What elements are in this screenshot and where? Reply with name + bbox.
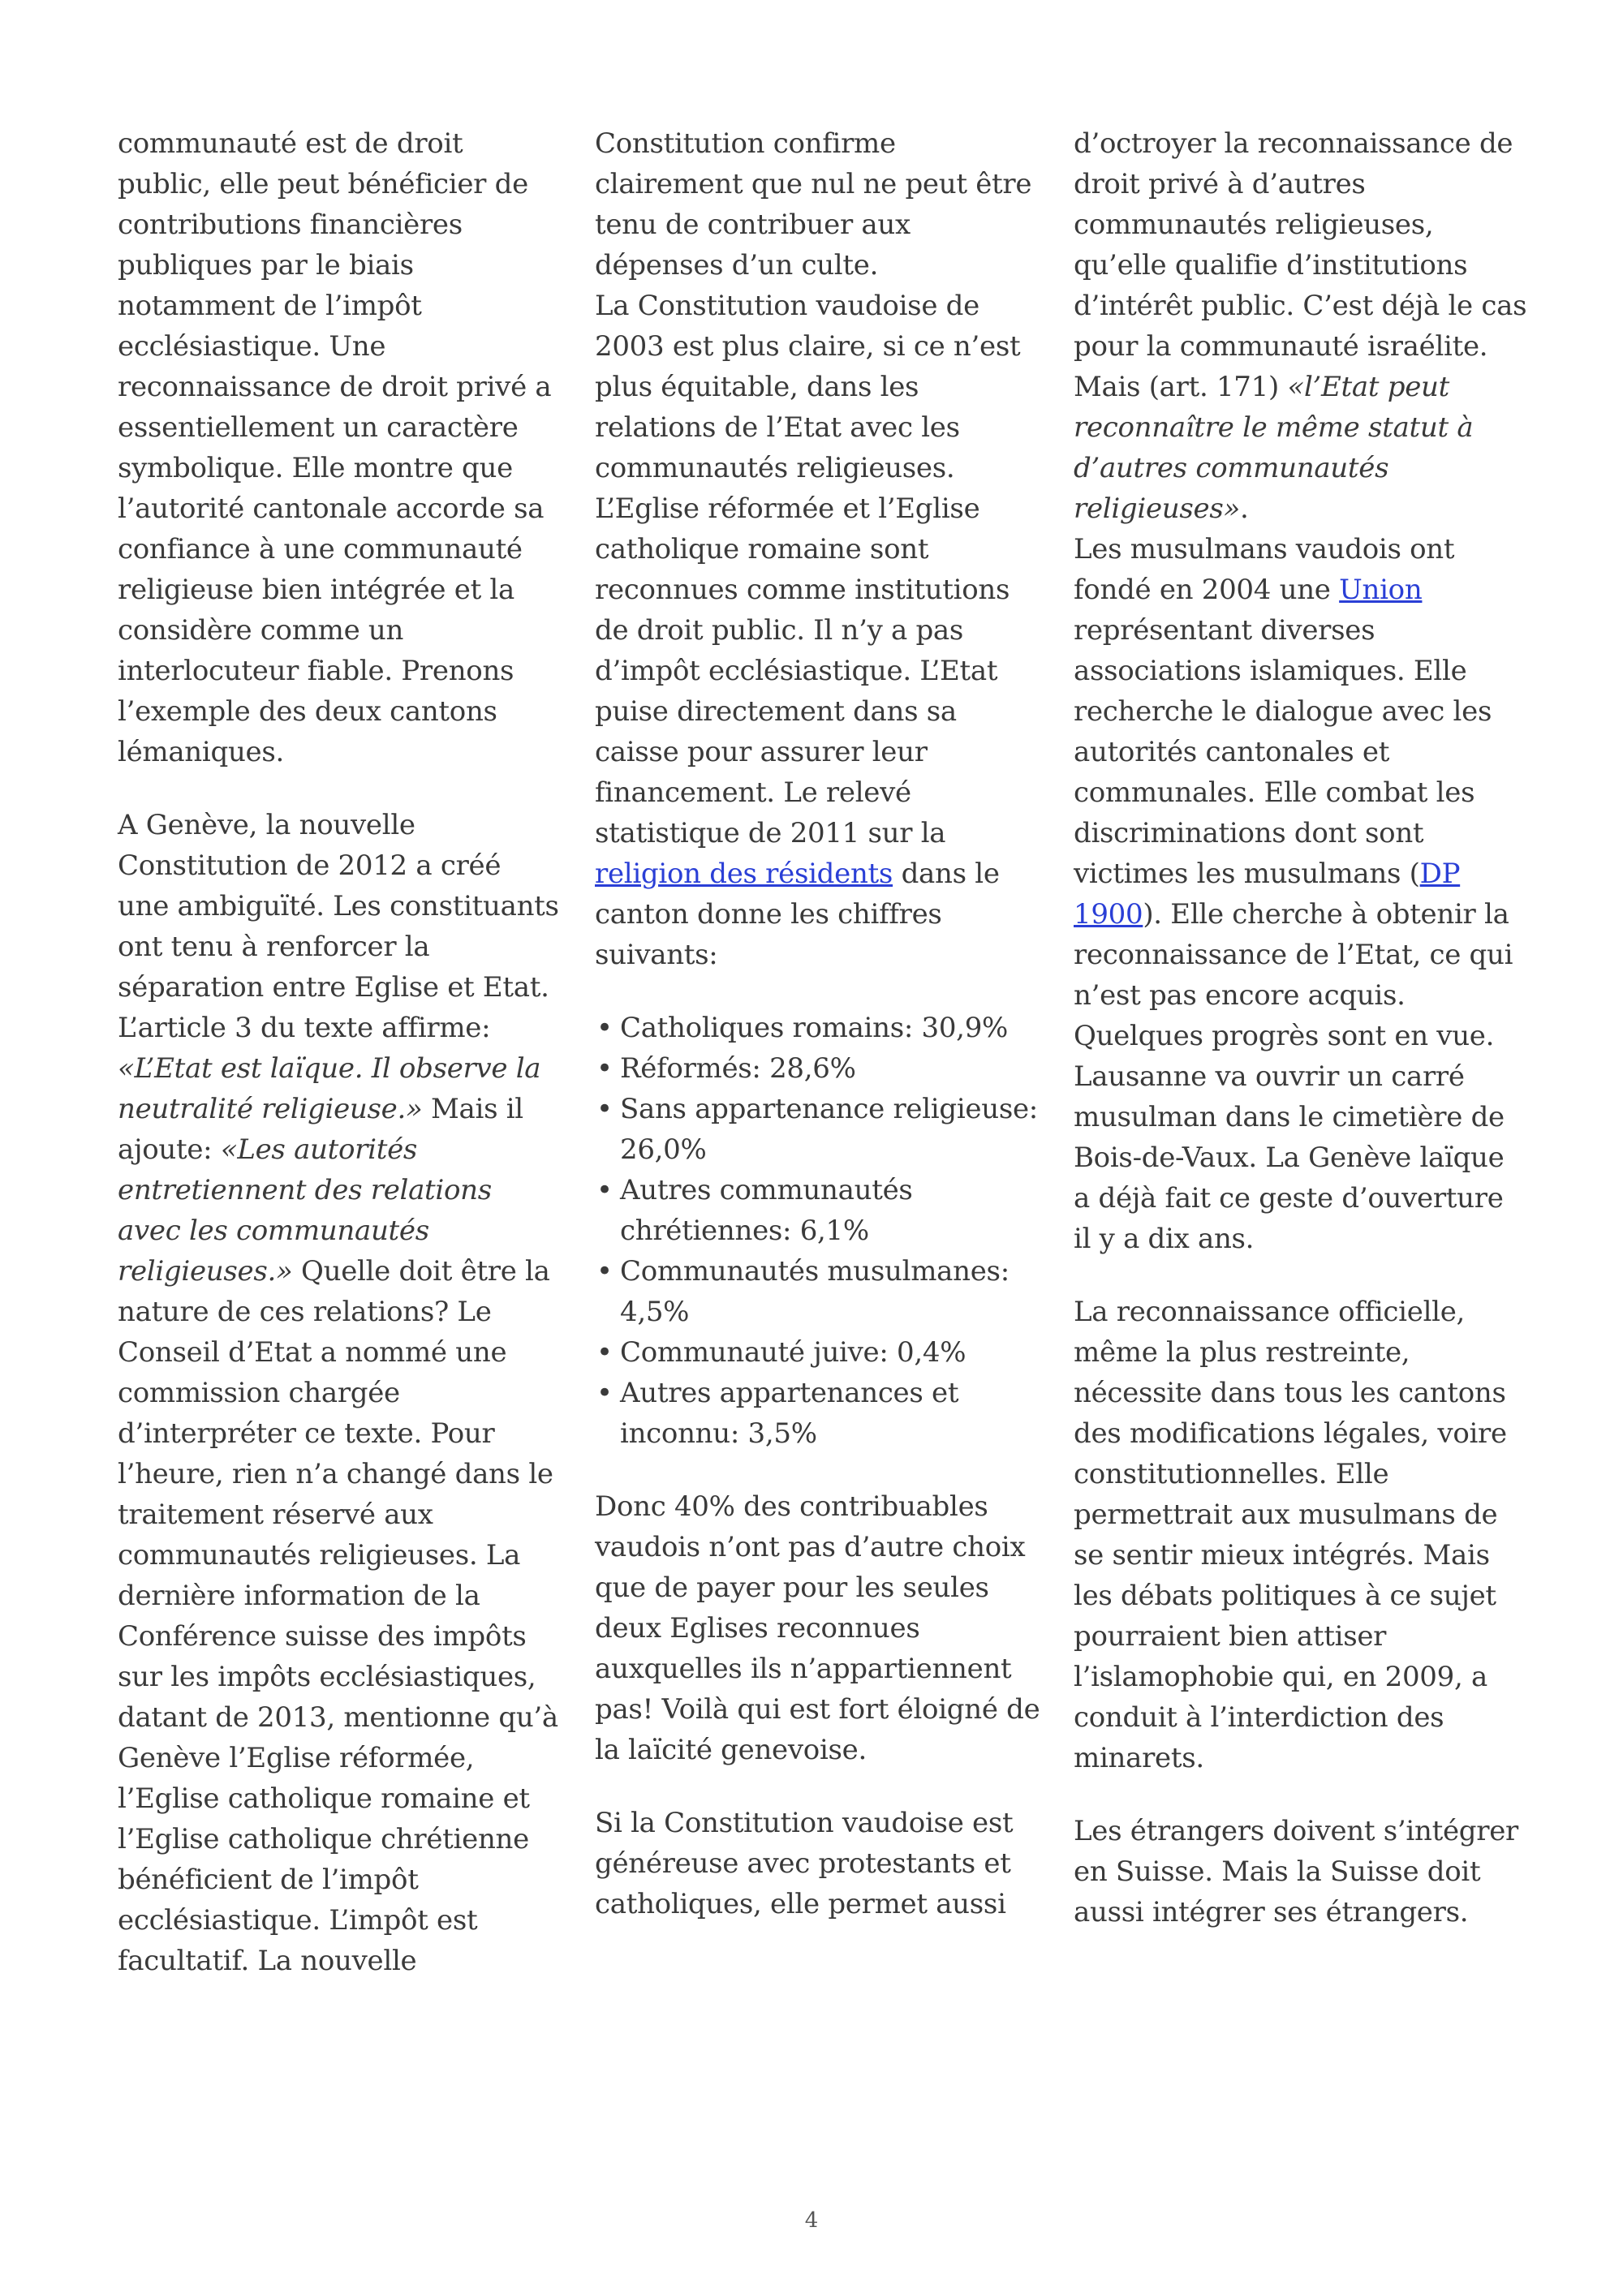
list-item-text: Sans appartenance religieuse: 26,0% — [620, 1093, 1038, 1166]
paragraph-contribuables: Donc 40% des contribuables vaudois n’ont pas d’autre choix que de payer pour les seules deux Eglises reconnues auxquelles ils n’appartiennent pas! Voilà qui est fort éloigné de la laïcité genevoise. — [595, 1490, 1040, 1766]
paragraph-reconnaissance: communauté est de droit public, elle peut bénéficier de contributions financières publiques par le biais notamment de l’impôt ecclésiastique. Une reconnaissance de droit privé a essentiellement un caractère symbolique. Elle montre que l’autorité cantonale accorde sa confiance à une communauté religieuse bien intégrée et la considère comme un interlocuteur fiable. Prenons l’exemple des deux cantons lémaniques. — [118, 127, 552, 768]
list-item — [595, 1008, 1045, 1048]
paragraph-musulmans-text-end: ). Elle cherche à obtenir la reconnaissance de l’Etat, ce qui n’est pas encore acquis. Quelques progrès sont en vue. Lausanne va ouvrir un carré musulman dans le cimetière de Bois-de-Vaux. La Genève laïque a déjà fait ce geste d’ouverture il y a dix ans. — [1074, 898, 1513, 1255]
list-item-text: Communautés musulmanes: 4,5% — [620, 1255, 1010, 1328]
dp-1900-link[interactable]: DP 1900 — [1074, 858, 1461, 931]
religion-des-residents-link[interactable]: religion des résidents — [595, 858, 893, 890]
list-item-text: Communauté juive: 0,4% — [620, 1336, 966, 1369]
list-item-text: Autres appartenances et inconnu: 3,5% — [620, 1377, 959, 1450]
list-item — [595, 1332, 1045, 1373]
quote-autorites-relations: «Les autorités entretiennent des relations avec les communautés religieuses.» — [118, 1133, 492, 1288]
bullet-icon: • — [596, 1093, 613, 1125]
list-item-text: Catholiques romains: 30,9% — [620, 1012, 1009, 1044]
bullet-icon: • — [596, 1052, 613, 1085]
bullet-icon: • — [596, 1377, 613, 1409]
paragraph-reconnaissance-officielle: La reconnaissance officielle, même la plus restreinte, nécessite dans tous les cantons des modifications légales, voire constitutionnelles. Elle permettrait aux musulmans de se sentir mieux intégrés. Mais les débats politiques à ce sujet pourraient bien attiser l’islamophobie qui, en 2009, a conduit à l’interdiction des minarets. — [1074, 1296, 1507, 1774]
paragraph-geneve-text-mid: Mais il ajoute: — [118, 1093, 523, 1166]
paragraph-droit-prive — [1074, 123, 1528, 529]
paragraph-constitution-genereuse: Si la Constitution vaudoise est généreuse avec protestants et catholiques, elle permet aussi — [595, 1807, 1014, 1920]
page-number: 4 — [804, 2208, 819, 2233]
bullet-icon: • — [596, 1012, 613, 1044]
paragraph-geneve-text-start: A Genève, la nouvelle Constitution de 2012 a créé une ambiguïté. Les constituants ont tenu à renforcer la séparation entre Eglise et Etat. L’article 3 du texte affirme: — [118, 809, 559, 1044]
paragraph-etrangers: Les étrangers doivent s’intégrer en Suisse. Mais la Suisse doit aussi intégrer ses étrangers. — [1074, 1815, 1518, 1928]
list-item-text: Autres communautés chrétiennes: 6,1% — [620, 1174, 913, 1247]
list-item — [595, 1251, 1045, 1332]
paragraph-droit-prive-text-start: d’octroyer la reconnaissance de droit privé à d’autres communautés religieuses, qu’elle qualifie d’institutions d’intérêt public. C’est déjà le cas pour la communauté israélite. Mais (art. 171) — [1074, 127, 1527, 403]
paragraph-eglises-text-start: L’Eglise réformée et l’Eglise catholique romaine sont reconnues comme institutions de droit public. Il n’y a pas d’impôt ecclésiastique. L’Etat puise directement dans sa caisse pour assurer leur financement. Le relevé statistique de 2011 sur la — [595, 492, 1010, 849]
quote-etat-laique: «L’Etat est laïque. Il observe la neutralité religieuse.» — [118, 1052, 541, 1125]
bullet-icon: • — [596, 1336, 613, 1369]
list-item-text: Réformés: 28,6% — [620, 1052, 856, 1085]
list-item — [595, 1170, 1045, 1251]
bullet-icon: • — [596, 1255, 613, 1288]
quote-article-171: «l’Etat peut reconnaître le même statut à d’autres communautés religieuses» — [1074, 371, 1474, 525]
paragraph-droit-prive-text-end: . — [1240, 492, 1249, 525]
text-column-3 — [1074, 123, 1528, 1933]
religion-statistics-list — [595, 1008, 1045, 1454]
paragraph-eglises-text-end: dans le canton donne les chiffres suivants: — [595, 858, 1000, 971]
paragraph-musulmans-text-mid: représentant diverses associations islamiques. Elle recherche le dialogue avec les autorités cantonales et communales. Elle combat les discriminations dont sont victimes les musulmans ( — [1074, 614, 1492, 890]
paragraph-musulmans-vaudois — [1074, 529, 1528, 1259]
bullet-icon: • — [596, 1174, 613, 1206]
text-column-2 — [595, 123, 1045, 1924]
union-link[interactable]: Union — [1339, 574, 1423, 606]
paragraph-constitution-confirme: Constitution confirme clairement que nul ne peut être tenu de contribuer aux dépenses d’un culte. — [595, 127, 1032, 282]
paragraph-musulmans-text-start: Les musulmans vaudois ont fondé en 2004 une — [1074, 533, 1455, 606]
list-item — [595, 1373, 1045, 1454]
text-column-1 — [118, 123, 560, 1981]
paragraph-geneve-text-end: Quelle doit être la nature de ces relations? Le Conseil d’Etat a nommé une commission chargée d’interpréter ce texte. Pour l’heure, rien n’a changé dans le traitement réservé aux communautés religieuses. La dernière information de la Conférence suisse des impôts sur les impôts ecclésiastiques, datant de 2013, mentionne qu’à Genève l’Eglise réformée, l’Eglise catholique romaine et l’Eglise catholique chrétienne bénéficient de l’impôt ecclésiastique. L’impôt est facultatif. La nouvelle — [118, 1255, 558, 1977]
list-item — [595, 1048, 1045, 1089]
paragraph-eglises-reconnues — [595, 488, 1045, 975]
list-item — [595, 1089, 1045, 1170]
paragraph-geneve — [118, 805, 560, 1981]
paragraph-constitution-vaudoise: La Constitution vaudoise de 2003 est plus claire, si ce n’est plus équitable, dans les relations de l’Etat avec les communautés religieuses. — [595, 290, 1021, 484]
